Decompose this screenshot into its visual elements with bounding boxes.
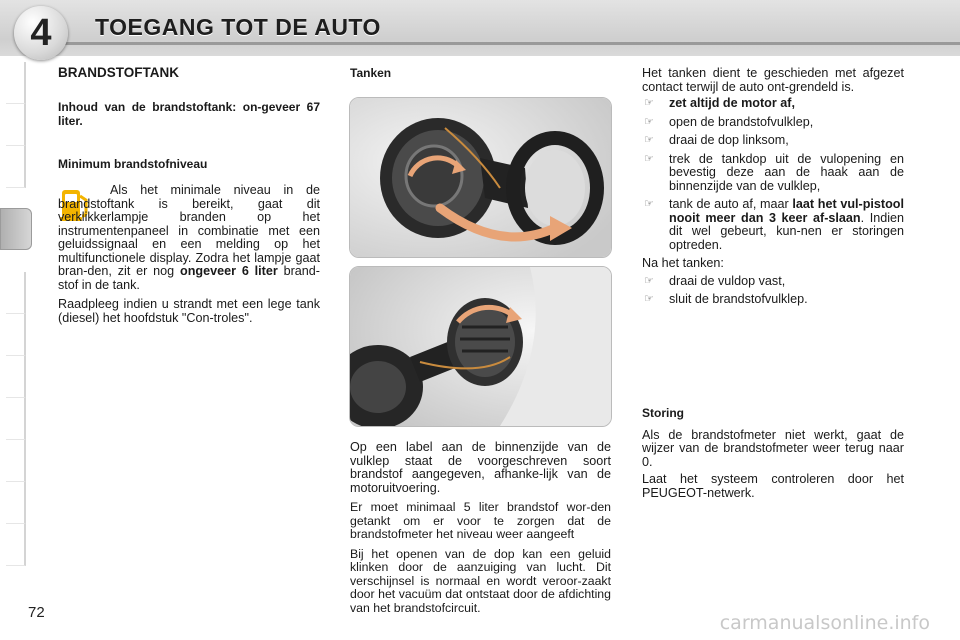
- chapter-tab-8[interactable]: [6, 398, 26, 440]
- chapter-tab-2[interactable]: [6, 104, 26, 146]
- step-item: [642, 198, 904, 252]
- step-5-text-a: tank de auto af, maar: [669, 197, 793, 211]
- hand-pointer-icon: ☞: [644, 293, 654, 305]
- tanking-intro: Het tanken dient te geschieden met afgezet contact terwijl de auto ont-grendeld is.: [642, 66, 904, 94]
- fault-text-2: Laat het systeem controleren door het PEUGEOT-netwerk.: [642, 472, 904, 500]
- middle-text-block: [350, 441, 611, 621]
- tank-capacity-text: Inhoud van de brandstoftank: on-geveer 67 liter.: [58, 100, 320, 128]
- chapter-tabs: [0, 62, 30, 577]
- hand-pointer-icon: ☞: [644, 198, 654, 210]
- chapter-tab-9[interactable]: [6, 440, 26, 482]
- fault-heading: Storing: [642, 406, 684, 420]
- page-number: 72: [28, 604, 45, 621]
- chapter-tab-7[interactable]: [6, 356, 26, 398]
- fault-block: [642, 407, 904, 506]
- min-level-block: [58, 184, 320, 331]
- step-5-text-bold: laat het vul-pistool nooit meer dan 3 keer af-slaan: [669, 197, 904, 225]
- chapter-tab-6[interactable]: [6, 314, 26, 356]
- chapter-badge: 4: [14, 6, 68, 60]
- chapter-tab-1[interactable]: [6, 62, 26, 104]
- hand-pointer-icon: ☞: [644, 274, 654, 287]
- fuel-flap-photo-2: [349, 266, 612, 427]
- step-item: [642, 134, 904, 148]
- capacity-block: [58, 101, 320, 134]
- header-divider: [60, 42, 960, 45]
- step-4-text: trek de tankdop uit de vulopening en bevestig deze aan de haak aan de binnenzijde van de vulklep,: [669, 151, 904, 193]
- step-5-text-b: . Indien dit wel gebeurt, kun-nen er storingen optreden.: [669, 210, 905, 252]
- right-text-block: [642, 67, 904, 312]
- step-item: [642, 116, 904, 130]
- chapter-tab-11[interactable]: [6, 524, 26, 566]
- min-level-heading: Minimum brandstofniveau: [58, 157, 208, 171]
- min-level-text-a: Als het minimale niveau in de brandstoftank is bereikt, gaat dit verklikkerlampje branden op het instrumentenpaneel in combinatie met een geluidssignaal en een melding op het multifunctionele display. Zodra het lampje gaat bran-den, zit er nog: [58, 183, 320, 278]
- fault-text: Als de brandstofmeter niet werkt, gaat de wijzer van de brandstofmeter weer terug naar 0.: [642, 427, 904, 469]
- min-level-text: [58, 184, 320, 292]
- after-step-1-text: draai de vuldop vast,: [669, 273, 786, 288]
- step-item: [642, 153, 904, 194]
- chapter-tab-3[interactable]: [6, 146, 26, 188]
- label-text: Op een label aan de binnenzijde van de vulklep staat de voorgeschreven soort brandstof aangegeven, afhanke-lijk van de motoruitvoering.: [350, 440, 611, 495]
- hand-pointer-icon: ☞: [644, 115, 654, 128]
- after-step-2-text: sluit de brandstofvulklep.: [669, 292, 808, 306]
- chapter-tab-4-active[interactable]: [0, 208, 32, 250]
- tanking-steps: [642, 97, 904, 252]
- chapter-title: TOEGANG TOT DE AUTO: [95, 14, 381, 40]
- after-step-item: [642, 293, 904, 307]
- section-title: BRANDSTOFTANK: [58, 65, 179, 80]
- advice-text: Raadpleeg indien u strandt met een lege tank (diesel) het hoofdstuk "Con-troles".: [58, 297, 320, 325]
- hand-pointer-icon: ☞: [644, 97, 654, 109]
- chapter-tab-10[interactable]: [6, 482, 26, 524]
- step-3-text: draai de dop linksom,: [669, 133, 789, 147]
- hand-pointer-icon: ☞: [644, 134, 654, 146]
- vacuum-text: Bij het openen van de dop kan een geluid klinken door de aanzuiging van lucht. Dit verschijnsel is normaal en wordt veroor-zaakt door het vacuüm dat ontstaat door de afdichting van het brandstofcircuit.: [350, 546, 611, 615]
- hand-pointer-icon: ☞: [644, 152, 654, 165]
- watermark: carmanualsonline.info: [719, 612, 930, 634]
- after-step-item: [642, 275, 904, 289]
- after-tanking-steps: [642, 275, 904, 307]
- step-item: [642, 97, 904, 111]
- min-level-text-b: brand-stof in de tank.: [58, 264, 320, 292]
- step-1-text: zet altijd de motor af,: [669, 96, 795, 110]
- minimum-fuel-text: Er moet minimaal 5 liter brandstof wor-den getankt om er voor te zorgen dat de brandstofmeter het niveau weer aangeeft: [350, 500, 611, 541]
- min-level-heading-block: [58, 158, 320, 178]
- tanken-heading-block: [350, 67, 610, 87]
- tanken-heading: Tanken: [350, 66, 392, 80]
- after-tanking-heading: Na het tanken:: [642, 256, 724, 270]
- fuel-flap-photo-1: [349, 97, 612, 258]
- chapter-tab-5[interactable]: [6, 272, 26, 314]
- min-level-text-bold: ongeveer 6 liter: [180, 264, 278, 278]
- step-2-text: open de brandstofvulklep,: [669, 114, 814, 129]
